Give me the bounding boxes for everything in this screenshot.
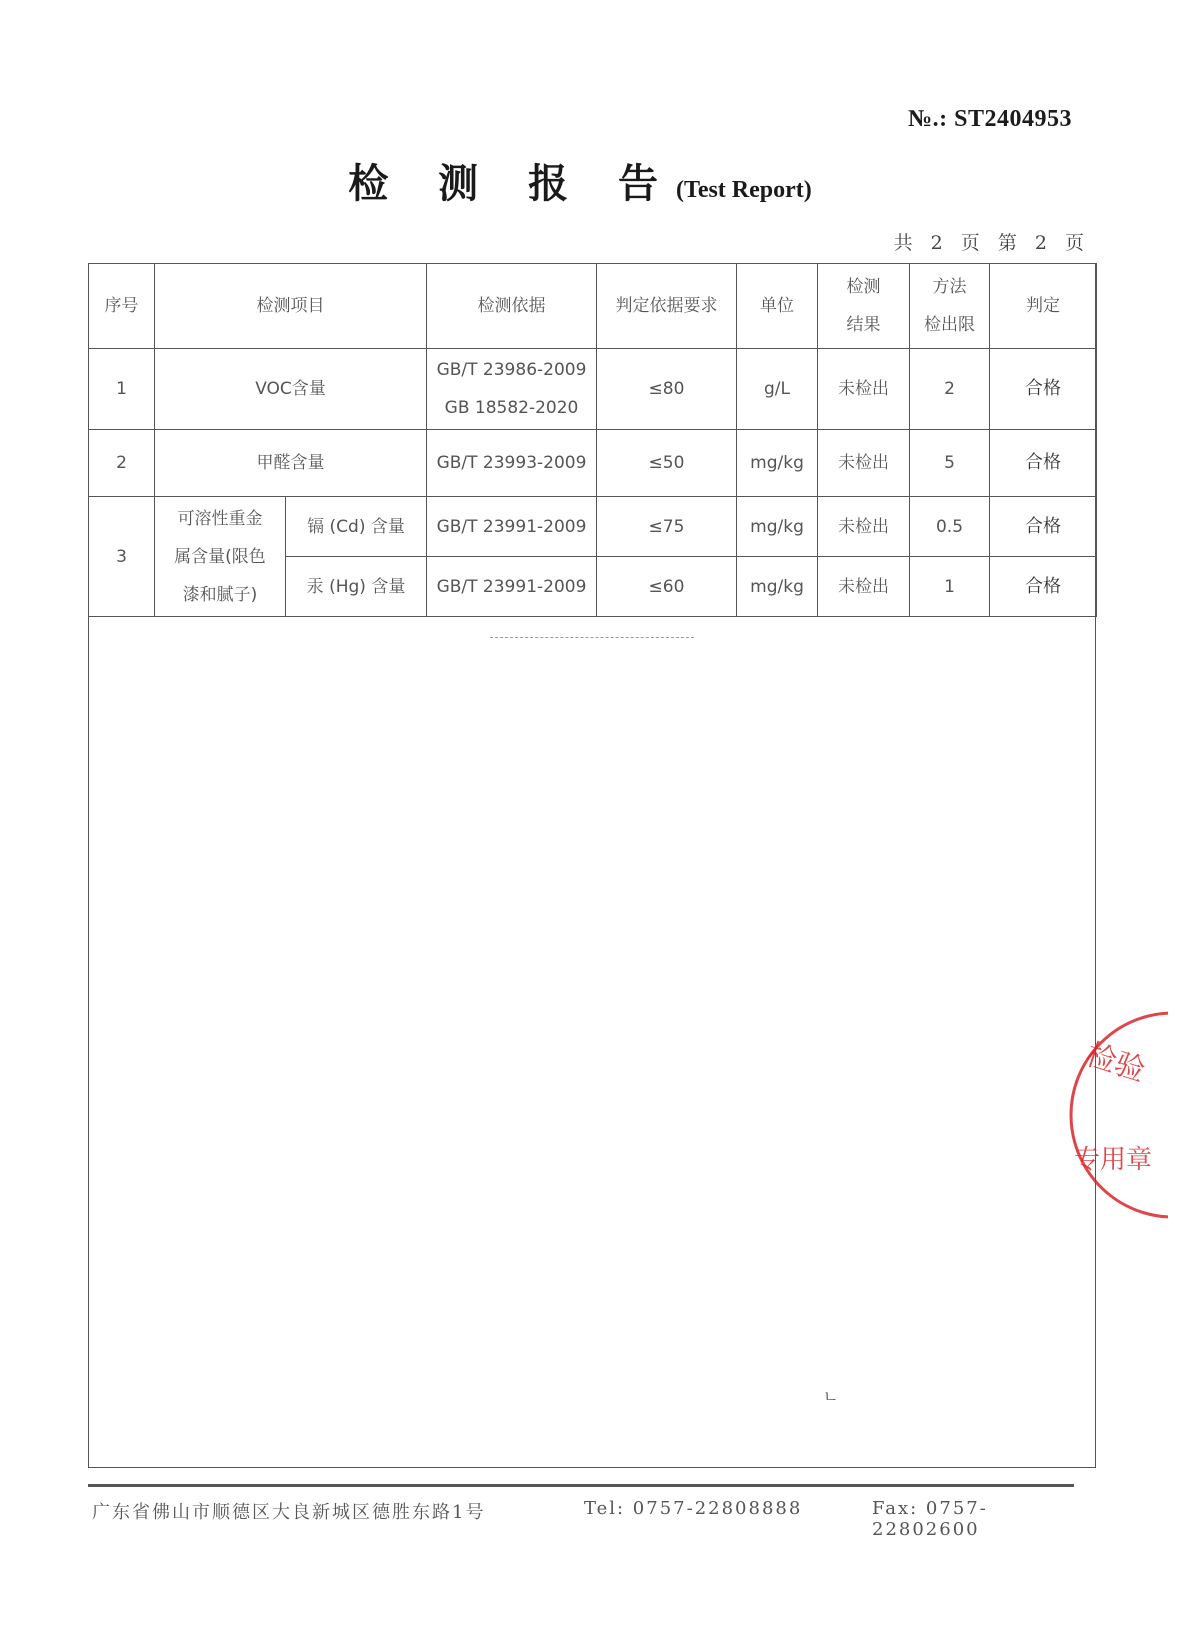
row-basis-line1: GB/T 23986-2009 xyxy=(436,360,587,380)
row-unit: mg/kg xyxy=(737,497,818,557)
table-row xyxy=(89,349,1097,430)
row-result: 未检出 xyxy=(818,430,910,497)
row-subitem: 汞 (Hg) 含量 xyxy=(286,557,427,617)
row-requirement: ≤75 xyxy=(597,497,737,557)
col-header-result-line1: 检测 xyxy=(846,277,881,297)
row-limit: 2 xyxy=(910,349,990,430)
row-basis: GB/T 23993-2009 xyxy=(427,430,597,497)
col-header-verdict: 判定 xyxy=(990,264,1097,349)
footer-fax: Fax: 0757-22802600 xyxy=(872,1498,988,1540)
row-basis: GB/T 23991-2009 xyxy=(427,497,597,557)
row-requirement: ≤50 xyxy=(597,430,737,497)
col-header-basis: 检测依据 xyxy=(427,264,597,349)
row-item: VOC含量 xyxy=(155,349,427,430)
group-item-line1: 可溶性重金 xyxy=(177,508,263,529)
seal-text-mid: 专用章 xyxy=(1074,1145,1153,1175)
group-item-line3: 漆和腻子) xyxy=(182,584,258,605)
seal-outer-ring xyxy=(1071,1013,1168,1217)
row-group-item xyxy=(155,497,286,617)
col-header-no: 序号 xyxy=(89,264,155,349)
col-header-result-line2: 结果 xyxy=(846,315,881,335)
stray-mark: ㄴ xyxy=(823,1387,839,1406)
row-verdict: 合格 xyxy=(990,430,1097,497)
group-item-line2: 属含量(限色 xyxy=(174,546,266,567)
row-basis xyxy=(427,349,597,430)
row-verdict: 合格 xyxy=(990,349,1097,430)
row-limit: 1 xyxy=(910,557,990,617)
col-header-requirement: 判定依据要求 xyxy=(597,264,737,349)
footer-rule xyxy=(88,1484,1074,1487)
row-no: 2 xyxy=(89,430,155,497)
table-header-row xyxy=(89,264,1097,349)
report-number: №.: ST2404953 xyxy=(908,106,1072,132)
col-header-limit-line1: 方法 xyxy=(932,277,967,297)
col-header-item: 检测项目 xyxy=(155,264,427,349)
page-count: 共 2 页 第 2 页 xyxy=(893,232,1090,254)
table-row xyxy=(89,430,1097,497)
row-basis-line2: GB 18582-2020 xyxy=(444,398,579,418)
end-of-table-dashed-line xyxy=(490,637,694,638)
table-row xyxy=(89,497,1097,557)
results-table xyxy=(88,263,1097,617)
title-chinese: 检 测 报 告 xyxy=(348,161,677,207)
footer-telephone: Tel: 0757-22808888 xyxy=(584,1498,803,1519)
row-verdict: 合格 xyxy=(990,497,1097,557)
row-requirement: ≤80 xyxy=(597,349,737,430)
col-header-result xyxy=(818,264,910,349)
row-unit: mg/kg xyxy=(737,557,818,617)
col-header-limit xyxy=(910,264,990,349)
row-limit: 5 xyxy=(910,430,990,497)
row-basis: GB/T 23991-2009 xyxy=(427,557,597,617)
row-unit: g/L xyxy=(737,349,818,430)
row-result: 未检出 xyxy=(818,557,910,617)
row-limit: 0.5 xyxy=(910,497,990,557)
row-result: 未检出 xyxy=(818,349,910,430)
row-subitem: 镉 (Cd) 含量 xyxy=(286,497,427,557)
row-unit: mg/kg xyxy=(737,430,818,497)
row-result: 未检出 xyxy=(818,497,910,557)
footer-address: 广东省佛山市顺德区大良新城区德胜东路1号 xyxy=(92,1502,486,1523)
row-requirement: ≤60 xyxy=(597,557,737,617)
col-header-limit-line2: 检出限 xyxy=(924,315,975,335)
col-header-unit: 单位 xyxy=(737,264,818,349)
title-english: (Test Report) xyxy=(676,177,812,203)
report-title xyxy=(0,152,1200,209)
seal-stamp-icon xyxy=(1068,1000,1168,1250)
row-item: 甲醛含量 xyxy=(155,430,427,497)
row-no: 1 xyxy=(89,349,155,430)
seal-text-top: 检验 xyxy=(1081,1037,1150,1089)
row-no: 3 xyxy=(89,497,155,617)
row-verdict: 合格 xyxy=(990,557,1097,617)
